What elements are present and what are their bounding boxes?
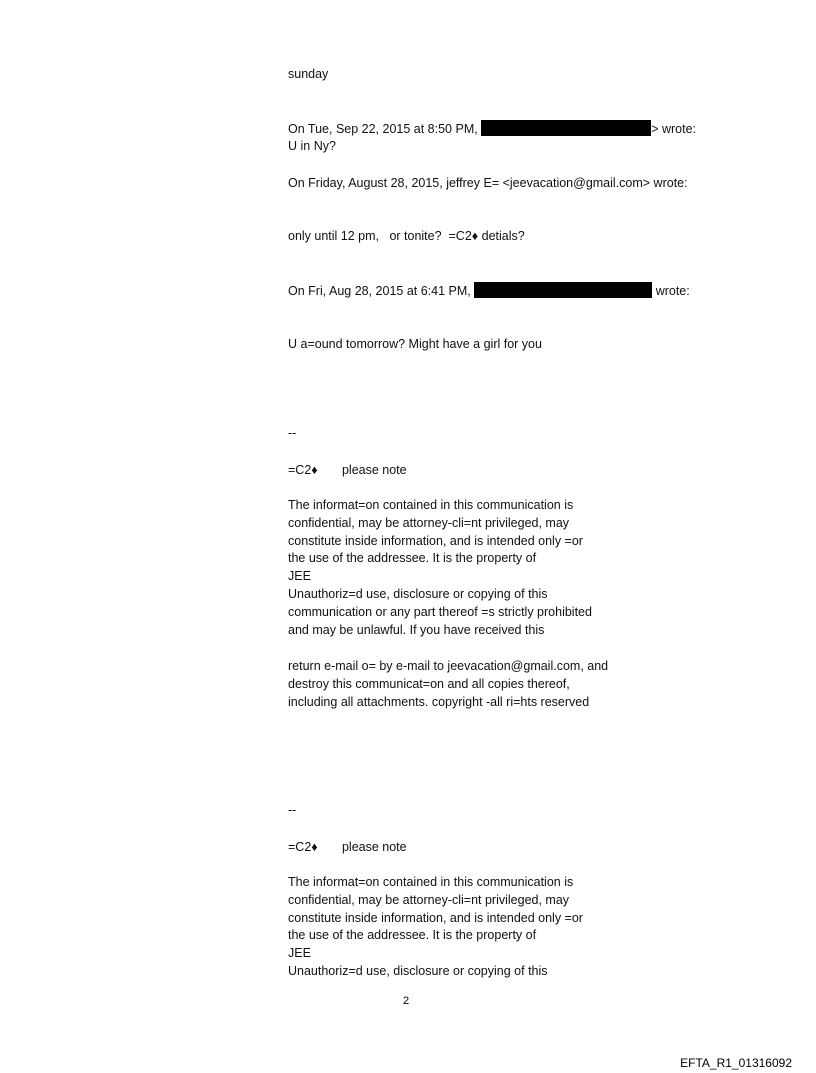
bates-number: EFTA_R1_01316092	[680, 1056, 792, 1070]
reply-header-sep22-suffix: > wrote:	[651, 122, 696, 136]
reply-header-aug28-prefix: On Fri, Aug 28, 2015 at 6:41 PM,	[288, 284, 475, 298]
please-note-label: =C2♦ please note	[288, 840, 407, 854]
disclaimer-line: and may be unlawful. If you have received this	[288, 623, 545, 637]
disclaimer-line: JEE	[288, 946, 311, 960]
please-note-label: =C2♦ please note	[288, 463, 407, 477]
email-body-only-until: only until 12 pm, or tonite? =C2♦ detials?	[288, 229, 525, 243]
disclaimer-line: confidential, may be attorney-cli=nt privileged, may	[288, 516, 570, 530]
email-body-sunday: sunday	[288, 67, 329, 81]
disclaimer-line: Unauthoriz=d use, disclosure or copying of this	[288, 587, 548, 601]
reply-header-aug28-suffix: wrote:	[652, 284, 690, 298]
reply-header-sep22-prefix: On Tue, Sep 22, 2015 at 8:50 PM,	[288, 122, 482, 136]
disclaimer-line: constitute inside information, and is intended only =or	[288, 911, 583, 925]
disclaimer-line: confidential, may be attorney-cli=nt privileged, may	[288, 893, 570, 907]
disclaimer-line: the use of the addressee. It is the property of	[288, 928, 537, 942]
email-body-u-in-ny: U in Ny?	[288, 139, 336, 153]
reply-header-sep22	[288, 120, 696, 139]
disclaimer-line: Unauthoriz=d use, disclosure or copying of this	[288, 964, 548, 978]
disclaimer-line: constitute inside information, and is intended only =or	[288, 534, 583, 548]
disclaimer-line: the use of the addressee. It is the property of	[288, 551, 537, 565]
disclaimer-line: The informat=on contained in this communication is	[288, 875, 574, 889]
redaction-block	[474, 282, 652, 298]
disclaimer-line: communication or any part thereof =s strictly prohibited	[288, 605, 592, 619]
disclaimer-line: return e-mail o= by e-mail to jeevacation@gmail.com, and	[288, 659, 609, 673]
redaction-block	[481, 120, 651, 136]
email-body-message: U a=ound tomorrow? Might have a girl for you	[288, 337, 542, 351]
disclaimer-line: including all attachments. copyright -all ri=hts reserved	[288, 695, 590, 709]
reply-header-aug28-fri	[288, 282, 690, 301]
disclaimer-line: JEE	[288, 569, 311, 583]
disclaimer-line: The informat=on contained in this communication is	[288, 498, 574, 512]
page-number: 2	[403, 995, 410, 1007]
signature-separator: --	[288, 803, 297, 817]
disclaimer-line: destroy this communicat=on and all copies thereof,	[288, 677, 570, 691]
signature-separator: --	[288, 426, 297, 440]
reply-header-aug28-friday: On Friday, August 28, 2015, jeffrey E= <jeevacation@gmail.com> wrote:	[288, 176, 688, 190]
